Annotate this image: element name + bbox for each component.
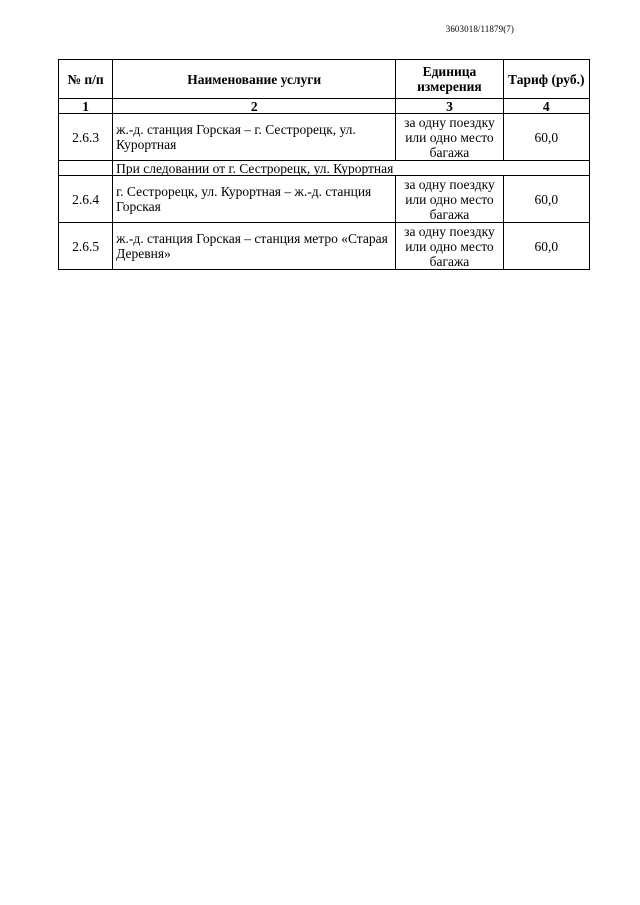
table-header-row [59,60,590,99]
section-title: При следовании от г. Сестрорецк, ул. Курортная [113,161,590,176]
header-number: № п/п [59,60,113,99]
table-row [59,114,590,161]
tariff-table [58,59,590,270]
header-tariff: Тариф (руб.) [503,60,589,99]
row-number: 2.6.4 [59,176,113,223]
column-index: 2 [113,99,396,114]
table-row [59,223,590,270]
section-row [59,161,590,176]
column-index: 3 [396,99,503,114]
header-service-name: Наименование услуги [113,60,396,99]
header-unit: Единица измерения [396,60,503,99]
service-name: ж.-д. станция Горская – г. Сестрорецк, ул. Курортная [113,114,396,161]
unit-of-measure: за одну поездку или одно место багажа [396,223,503,270]
column-index: 4 [503,99,589,114]
tariff-value: 60,0 [503,114,589,161]
row-number: 2.6.5 [59,223,113,270]
table-row [59,176,590,223]
tariff-value: 60,0 [503,223,589,270]
unit-of-measure: за одну поездку или одно место багажа [396,114,503,161]
section-empty-cell [59,161,113,176]
column-index: 1 [59,99,113,114]
service-name: ж.-д. станция Горская – станция метро «Старая Деревня» [113,223,396,270]
row-number: 2.6.3 [59,114,113,161]
service-name: г. Сестрорецк, ул. Курортная – ж.-д. станция Горская [113,176,396,223]
unit-of-measure: за одну поездку или одно место багажа [396,176,503,223]
column-index-row [59,99,590,114]
document-id: 3603018/11879(7) [445,24,514,34]
tariff-value: 60,0 [503,176,589,223]
